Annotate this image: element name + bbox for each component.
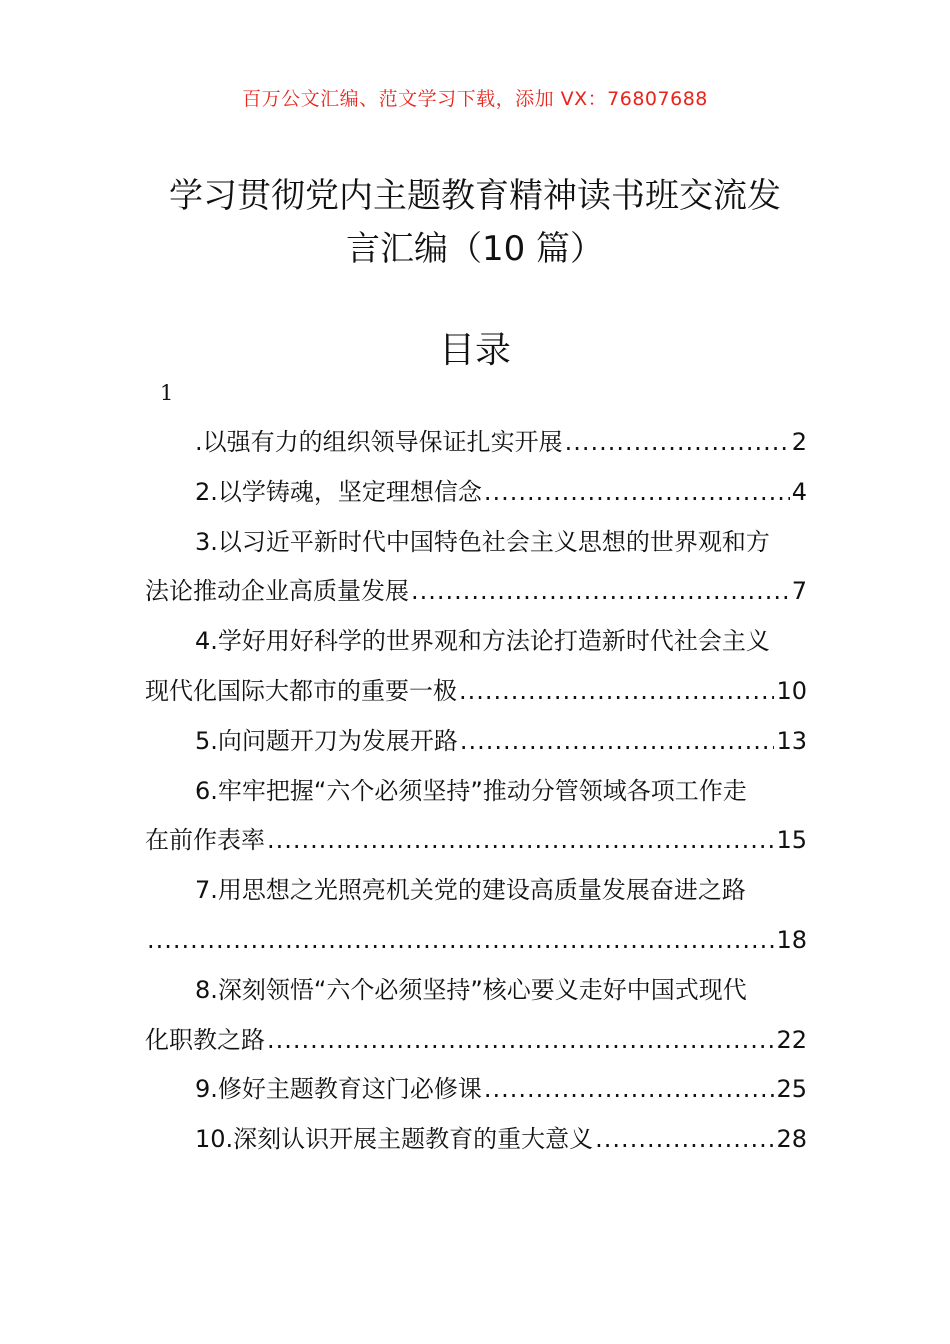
toc-page-number: 7 [791, 577, 807, 606]
toc-entry-title-line-1: 7.用思想之光照亮机关党的建设高质量发展奋进之路 [195, 876, 746, 905]
toc-entry-title: .以强有力的组织领导保证扎实开展 [195, 428, 563, 456]
toc-page-number: 4 [791, 477, 807, 506]
toc-page-number: 18 [776, 925, 807, 954]
toc-entry-title-line-1: 3.以习近平新时代中国特色社会主义思想的世界观和方 [195, 527, 770, 556]
toc-entry-title-line-2: 在前作表率 [145, 826, 265, 855]
toc-page-number: 10 [776, 676, 807, 705]
toc-page-number: 22 [776, 1025, 807, 1054]
dot-leader [460, 717, 775, 767]
dot-leader [484, 468, 790, 518]
toc-page-number: 15 [776, 826, 807, 855]
dot-leader [267, 1016, 774, 1066]
toc-page-number: 28 [776, 1125, 807, 1154]
toc-entry-title-line-2: 法论推动企业高质量发展 [145, 577, 409, 606]
toc-entry-7[interactable] [145, 866, 807, 966]
toc-entry-8[interactable] [145, 966, 807, 1066]
header-note: 百万公文汇编、范文学习下载，添加 VX：76807688 [242, 88, 708, 110]
toc-entry-last-line [145, 916, 807, 966]
toc-entry-6[interactable] [145, 767, 807, 867]
document-title-line-1: 学习贯彻党内主题教育精神读书班交流发 [169, 176, 781, 216]
dot-leader [147, 916, 774, 966]
toc-entry-title: 2.以学铸魂，坚定理想信念 [195, 477, 482, 506]
document-title-line-2: 言汇编（10 篇） [345, 229, 605, 269]
toc-entry-last-line [145, 667, 807, 717]
toc-heading: 目录 [438, 330, 511, 371]
toc-entry-last-line [145, 1016, 807, 1066]
toc-entry-9[interactable] [145, 1065, 807, 1115]
toc-page-number: 25 [776, 1075, 807, 1104]
toc-entry-1[interactable] [145, 418, 807, 468]
stray-number: 1 [160, 381, 174, 405]
dot-leader [565, 418, 790, 468]
toc-entry-title-line-1: 8.深刻领悟“六个必须坚持”核心要义走好中国式现代 [195, 975, 747, 1004]
toc-entry-5[interactable] [145, 717, 807, 767]
toc-entry-title-line-2: 化职教之路 [145, 1025, 265, 1054]
toc-entry-4[interactable] [145, 617, 807, 717]
toc-entry-title-line-2: 现代化国际大都市的重要一极 [145, 676, 457, 705]
toc-entry-title: 10.深刻认识开展主题教育的重大意义 [195, 1125, 594, 1154]
dot-leader [411, 567, 790, 617]
toc-page-number: 2 [791, 428, 807, 456]
toc-entry-title: 5.向问题开刀为发展开路 [195, 726, 458, 755]
toc-entry-title-line-1: 4.学好用好科学的世界观和方法论打造新时代社会主义 [195, 627, 770, 656]
table-of-contents [145, 418, 807, 1165]
toc-page-number: 13 [776, 726, 807, 755]
toc-entry-2[interactable] [145, 468, 807, 518]
dot-leader [267, 816, 774, 866]
toc-entry-3[interactable] [145, 518, 807, 618]
toc-entry-last-line [145, 567, 807, 617]
toc-entry-last-line [145, 816, 807, 866]
dot-leader [595, 1115, 774, 1165]
toc-entry-title: 9.修好主题教育这门必修课 [195, 1075, 482, 1104]
document-title [140, 170, 810, 276]
dot-leader [484, 1065, 775, 1115]
toc-entry-title-line-1: 6.牢牢把握“六个必须坚持”推动分管领域各项工作走 [195, 776, 747, 805]
toc-entry-10[interactable] [145, 1115, 807, 1165]
dot-leader [459, 667, 774, 717]
